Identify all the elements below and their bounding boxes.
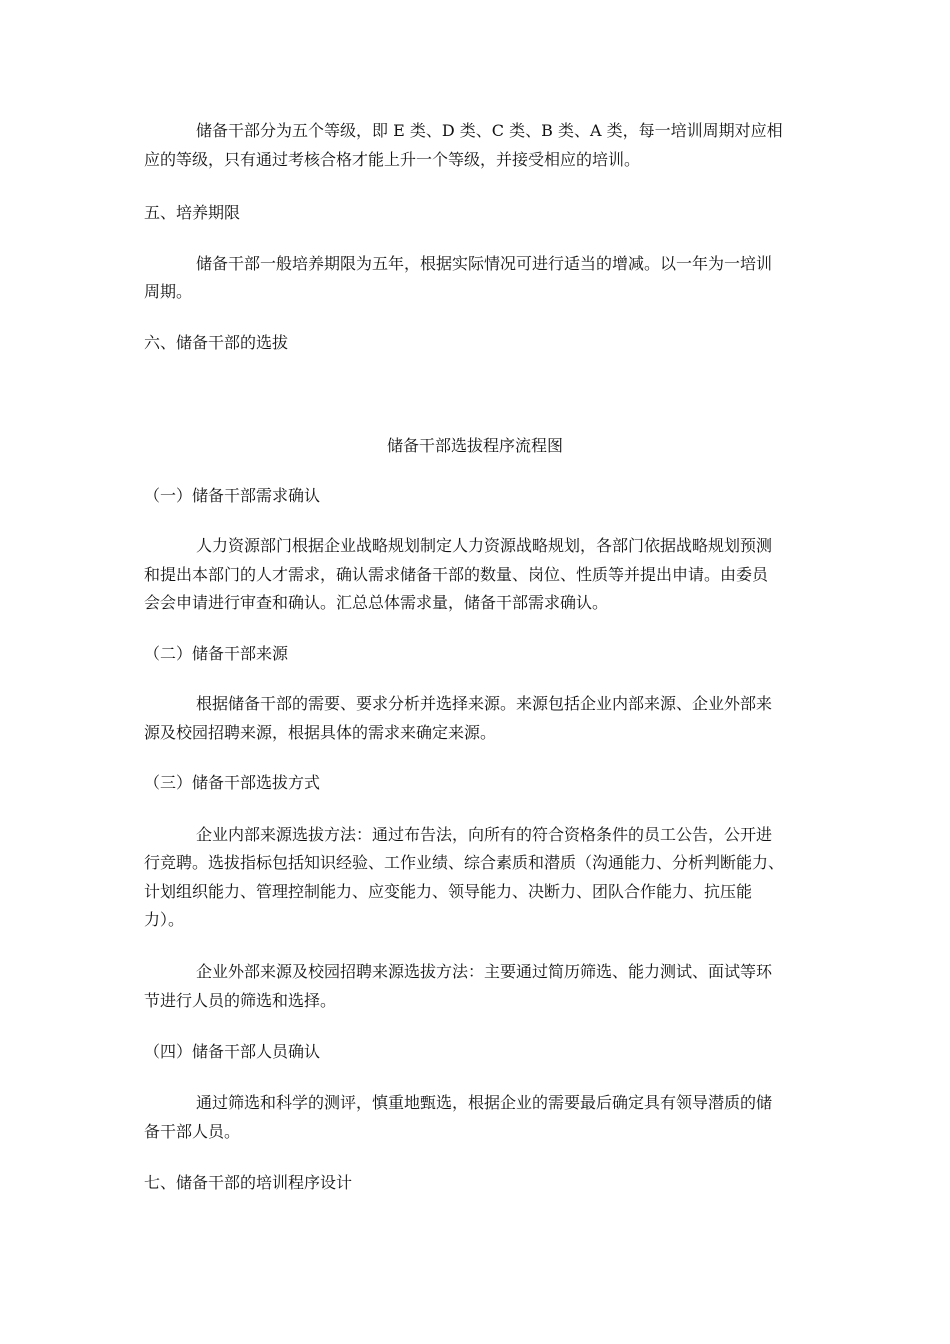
paragraph-line: 应的等级，只有通过考核合格才能上升一个等级，并接受相应的培训。 [144,150,641,169]
paragraph-line: 人力资源部门根据企业战略规划制定人力资源战略规划，各部门依据战略规划预测 [196,536,773,555]
flowchart-caption: 储备干部选拔程序流程图 [386,436,563,455]
paragraph-line: 通过筛选和科学的测评，慎重地甄选，根据企业的需要最后确定具有领导潜质的储 [196,1093,773,1112]
paragraph-line: 节进行人员的筛选和选择。 [144,991,337,1010]
paragraph-line: 周期。 [144,282,193,301]
paragraph-line: 行竞聘。选拔指标包括知识经验、工作业绩、综合素质和潜质（沟通能力、分析判断能力、 [144,853,785,872]
section-heading-five: 五、培养期限 [144,203,241,222]
paragraph-line: 根据储备干部的需要、要求分析并选择来源。来源包括企业内部来源、企业外部来 [196,694,773,713]
subsection-heading-3: （三）储备干部选拔方式 [144,773,321,792]
section-heading-six: 六、储备干部的选拔 [144,333,289,352]
paragraph-line: 和提出本部门的人才需求，确认需求储备干部的数量、岗位、性质等并提出申请。由委员 [144,565,769,584]
paragraph-line: 力）。 [144,910,185,929]
paragraph-line: 源及校园招聘来源，根据具体的需求来确定来源。 [144,723,497,742]
paragraph-line: 储备干部一般培养期限为五年，根据实际情况可进行适当的增减。以一年为一培训 [196,254,773,273]
paragraph-line: 会会申请进行审查和确认。汇总总体需求量，储备干部需求确认。 [144,593,609,612]
paragraph-line: 备干部人员。 [144,1122,241,1141]
paragraph-line: 企业内部来源选拔方法：通过布告法，向所有的符合资格条件的员工公告，公开进 [196,825,773,844]
section-heading-seven: 七、储备干部的培训程序设计 [144,1173,353,1192]
paragraph-line: 储备干部分为五个等级，即 E 类、D 类、C 类、B 类、A 类，每一培训周期对应相 [196,121,783,140]
subsection-heading-1: （一）储备干部需求确认 [144,486,321,505]
subsection-heading-2: （二）储备干部来源 [144,644,289,663]
subsection-heading-4: （四）储备干部人员确认 [144,1042,321,1061]
paragraph-line: 企业外部来源及校园招聘来源选拔方法：主要通过简历筛选、能力测试、面试等环 [196,962,773,981]
paragraph-line: 计划组织能力、管理控制能力、应变能力、领导能力、决断力、团队合作能力、抗压能 [144,882,753,901]
